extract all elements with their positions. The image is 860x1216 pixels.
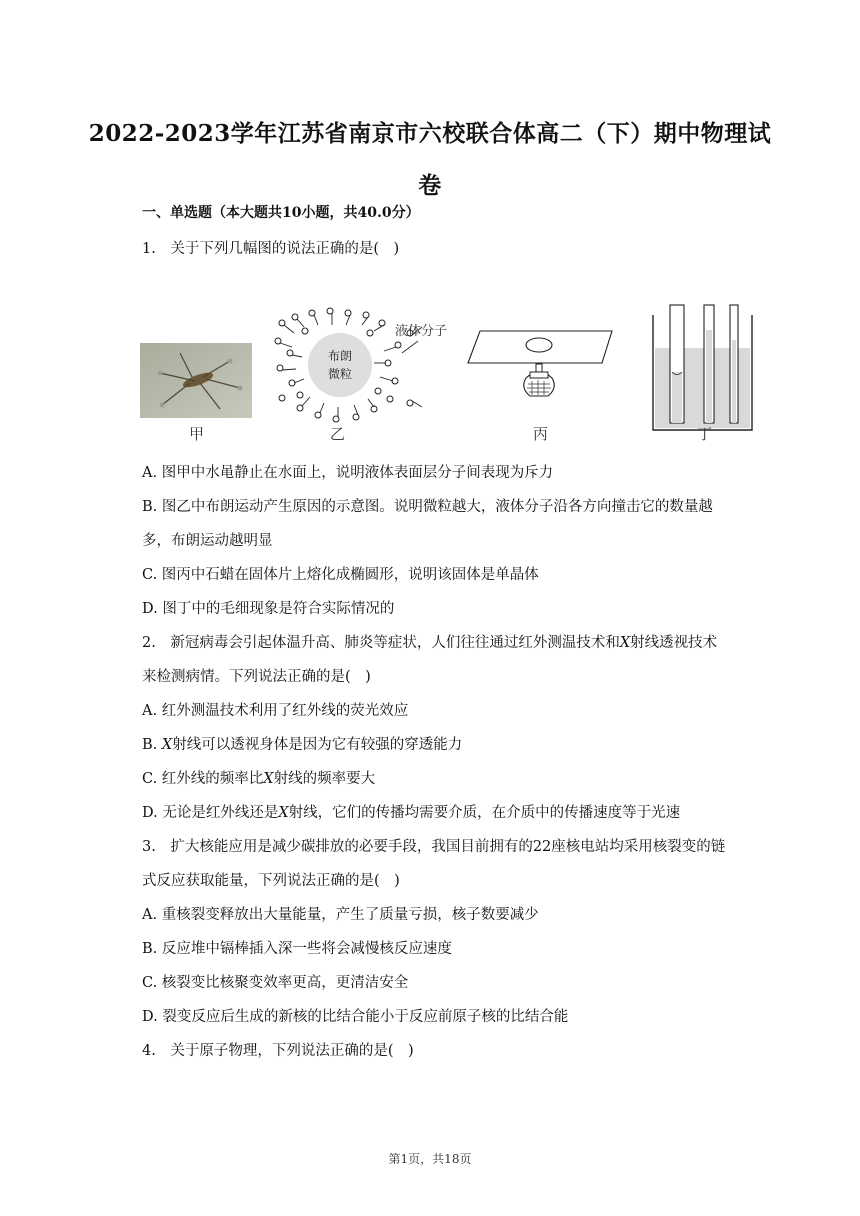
title-line-2: 卷 (418, 172, 442, 199)
q3-stem-line1: 3. 扩大核能应用是减少碳排放的必要手段，我国目前拥有的22座核电站均采用核裂变的链 (142, 839, 726, 855)
q2-b-a: B. (142, 737, 162, 753)
q2-b-x: X (161, 737, 173, 753)
q1-option-c: C. 图丙中石蜡在固体片上熔化成椭圆形，说明该固体是单晶体 (142, 567, 539, 583)
q1-option-d: D. 图丁中的毛细现象是符合实际情况的 (142, 601, 395, 617)
page-title (60, 108, 800, 212)
q2-c-x: X (263, 771, 274, 787)
q2-stem1-a: 2. 新冠病毒会引起体温升高、肺炎等症状，人们往往通过红外测温技术和 (142, 635, 620, 651)
fig-b-label: 液体分子 (395, 324, 448, 339)
brownian-diagram (270, 303, 470, 428)
q2-option-a: A. 红外测温技术利用了红外线的荧光效应 (142, 703, 409, 719)
q1-option-b-line2: 多，布朗运动越明显 (142, 533, 273, 549)
q2-stem1-b: 射线透视技术 (630, 635, 718, 651)
fig-label-jia: 甲 (189, 425, 205, 443)
title-line-1: 2022-2023学年江苏省南京市六校联合体高二（下）期中物理试 (88, 120, 772, 147)
fig-label-yi: 乙 (330, 425, 346, 443)
q1-option-a: A. 图甲中水黾静止在水面上，说明液体表面层分子间表现为斥力 (142, 465, 554, 481)
q2-c-a: C. 红外线的频率比 (142, 771, 264, 787)
q3-stem-line2: 式反应获取能量，下列说法正确的是( ) (142, 873, 400, 889)
fig-label-ding: 丁 (697, 425, 713, 443)
fig-label-bing: 丙 (533, 425, 549, 443)
fig-b-text1: 布朗 (327, 349, 353, 363)
q2-option-d (142, 801, 680, 822)
q2-stem-line1 (142, 631, 717, 652)
q3-option-b: B. 反应堆中镉棒插入深一些将会减慢核反应速度 (142, 941, 452, 957)
q2-stem-line2: 来检测病情。下列说法正确的是( ) (142, 669, 371, 685)
section-heading: 一、单选题（本大题共10小题，共40.0分） (142, 205, 420, 221)
q2-d-a: D. 无论是红外线还是 (142, 805, 279, 821)
q2-c-b: 射线的频率要大 (273, 771, 376, 787)
figure-yi (270, 298, 470, 458)
q3-option-c: C. 核裂变比核聚变效率更高，更清洁安全 (142, 975, 409, 991)
q2-d-x: X (278, 805, 289, 821)
q2-d-b: 射线，它们的传播均需要介质，在介质中的传播速度等于光速 (288, 805, 681, 821)
water-strider-image (140, 343, 252, 418)
q2-b-b: 射线可以透视身体是因为它有较强的穿透能力 (172, 737, 463, 753)
q2-stem1-x: X (619, 635, 631, 651)
q4-stem: 4. 关于原子物理，下列说法正确的是( ) (142, 1043, 414, 1059)
q1-stem: 1. 关于下列几幅图的说法正确的是( ) (142, 241, 400, 257)
q2-option-b (142, 733, 462, 754)
fig-b-text2: 微粒 (327, 367, 353, 381)
q2-option-c (142, 767, 375, 788)
q3-option-d: D. 裂变反应后生成的新核的比结合能小于反应前原子核的比结合能 (142, 1009, 569, 1025)
q1-option-b-line1: B. 图乙中布朗运动产生原因的示意图。说明微粒越大，液体分子沿各方向撞击它的数量越 (142, 499, 713, 515)
page-footer: 第1页，共18页 (388, 1152, 472, 1166)
q3-option-a: A. 重核裂变释放出大量能量，产生了质量亏损，核子数要减少 (142, 907, 539, 923)
